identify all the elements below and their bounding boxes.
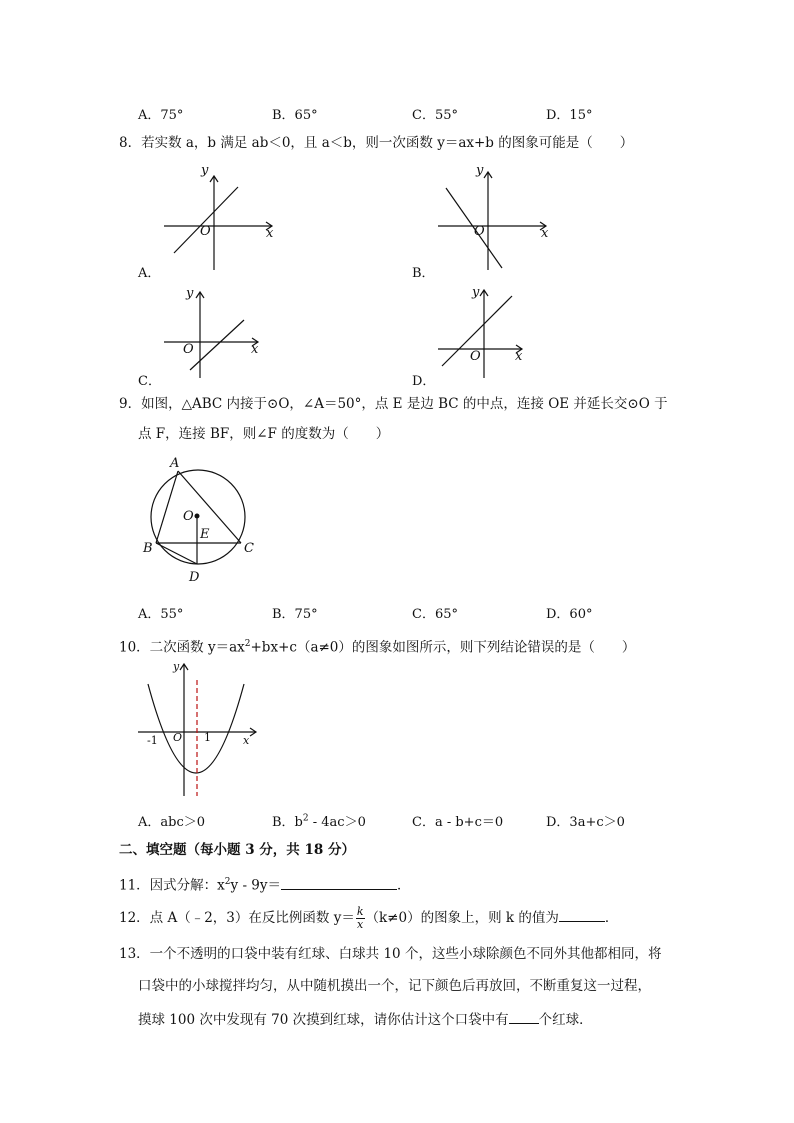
q9-point-b: B (143, 541, 153, 556)
q9-point-d: D (189, 570, 200, 585)
q8d-origin-label: O (470, 349, 481, 364)
q10-option-b: B．$b^2 - 4ac>0$ (272, 813, 366, 830)
q10-option-c: C．a - b+c＝0 (412, 815, 504, 830)
q7-option-b: B．65° (272, 108, 318, 123)
q9-option-a: A．55° (138, 607, 184, 622)
q12-question-text: 12．点 A（﹣2，3）在反比例函数 y＝ $\frac{k}{x}$ （k≠0）的图象上，则 k 的值为 ． (119, 905, 619, 931)
q12-fraction: $\frac{k}{x}$ (356, 905, 364, 931)
q8c-y-label: y (186, 286, 194, 301)
q9-option-d: D．60° (546, 607, 593, 622)
q8a-origin-label: O (200, 224, 211, 239)
q10-one-label: 1 (204, 731, 211, 744)
q10-origin-label: O (173, 731, 183, 744)
q7-option-c: C．55° (412, 108, 458, 123)
q13-question-line3: 摸球 100 次中发现有 70 次摸到红球，请你估计这个口袋中有 个红球． (138, 1009, 593, 1030)
q9-point-o: O (183, 509, 194, 524)
q8-graph-c-label: C． (138, 374, 161, 389)
q8-graph-a-label: A． (138, 266, 161, 281)
q8-graph-b-label: B． (412, 266, 435, 281)
q8c-x-label: x (251, 342, 259, 357)
q13-question-line1: 13．一个不透明的口袋中装有红球、白球共 10 个，这些小球除颜色不同外其他都相同，将 (119, 946, 662, 962)
q10-neg1-label: -1 (147, 734, 158, 747)
q9-point-e: E (200, 527, 210, 542)
q10-y-label: y (173, 660, 180, 673)
q8b-x-label: x (541, 226, 549, 241)
q8c-origin-label: O (183, 342, 194, 357)
q8d-y-label: y (472, 285, 480, 300)
section2-title: 二、填空题（每小题 3 分，共 18 分） (119, 842, 355, 858)
q10-x-label: x (243, 734, 250, 747)
q10-option-a: A．abc＞0 (138, 815, 206, 830)
q9-question-line2: 点 F，连接 BF，则∠F 的度数为（ ） (138, 426, 390, 442)
q11-answer-blank[interactable] (281, 875, 397, 890)
q10-option-d: D．3a+c＞0 (546, 815, 625, 830)
q13-question-line2: 口袋中的小球搅拌均匀，从中随机摸出一个，记下颜色后再放回，不断重复这一过程， (138, 978, 651, 994)
q10-question-text: 10．二次函数 $y=ax^2+bx+c(a\ne 0)$的图象如图所示，则下列结论错误的是（ ） (119, 639, 636, 656)
q8d-x-label: x (515, 349, 523, 364)
q9-option-c: C．65° (412, 607, 458, 622)
q12-answer-blank[interactable] (559, 907, 605, 922)
q8-graph-d-label: D． (412, 374, 436, 389)
q8-question-text: 8．若实数 a，b 满足 ab＜0，且 a＜b，则一次函数 y＝ax+b 的图象可能是（ ） (119, 135, 634, 151)
q8b-origin-label: O (474, 224, 485, 239)
q11-question-text: 11．因式分解：$x^2y - 9y=$ ． (119, 872, 411, 896)
q13-answer-blank[interactable] (509, 1009, 539, 1024)
q7-option-d: D．15° (546, 108, 593, 123)
q9-option-b: B．75° (272, 607, 318, 622)
q9-question-line1: 9．如图，△ABC 内接于⊙O，∠A＝50°，点 E 是边 BC 的中点，连接 OE 并延长交⊙O 于 (119, 396, 668, 412)
q8a-x-label: x (266, 226, 274, 241)
q9-point-a: A (170, 456, 180, 471)
q7-option-a: A．75° (138, 108, 184, 123)
q9-point-c: C (244, 541, 254, 556)
q8a-y-label: y (201, 163, 209, 178)
q8b-y-label: y (476, 163, 484, 178)
